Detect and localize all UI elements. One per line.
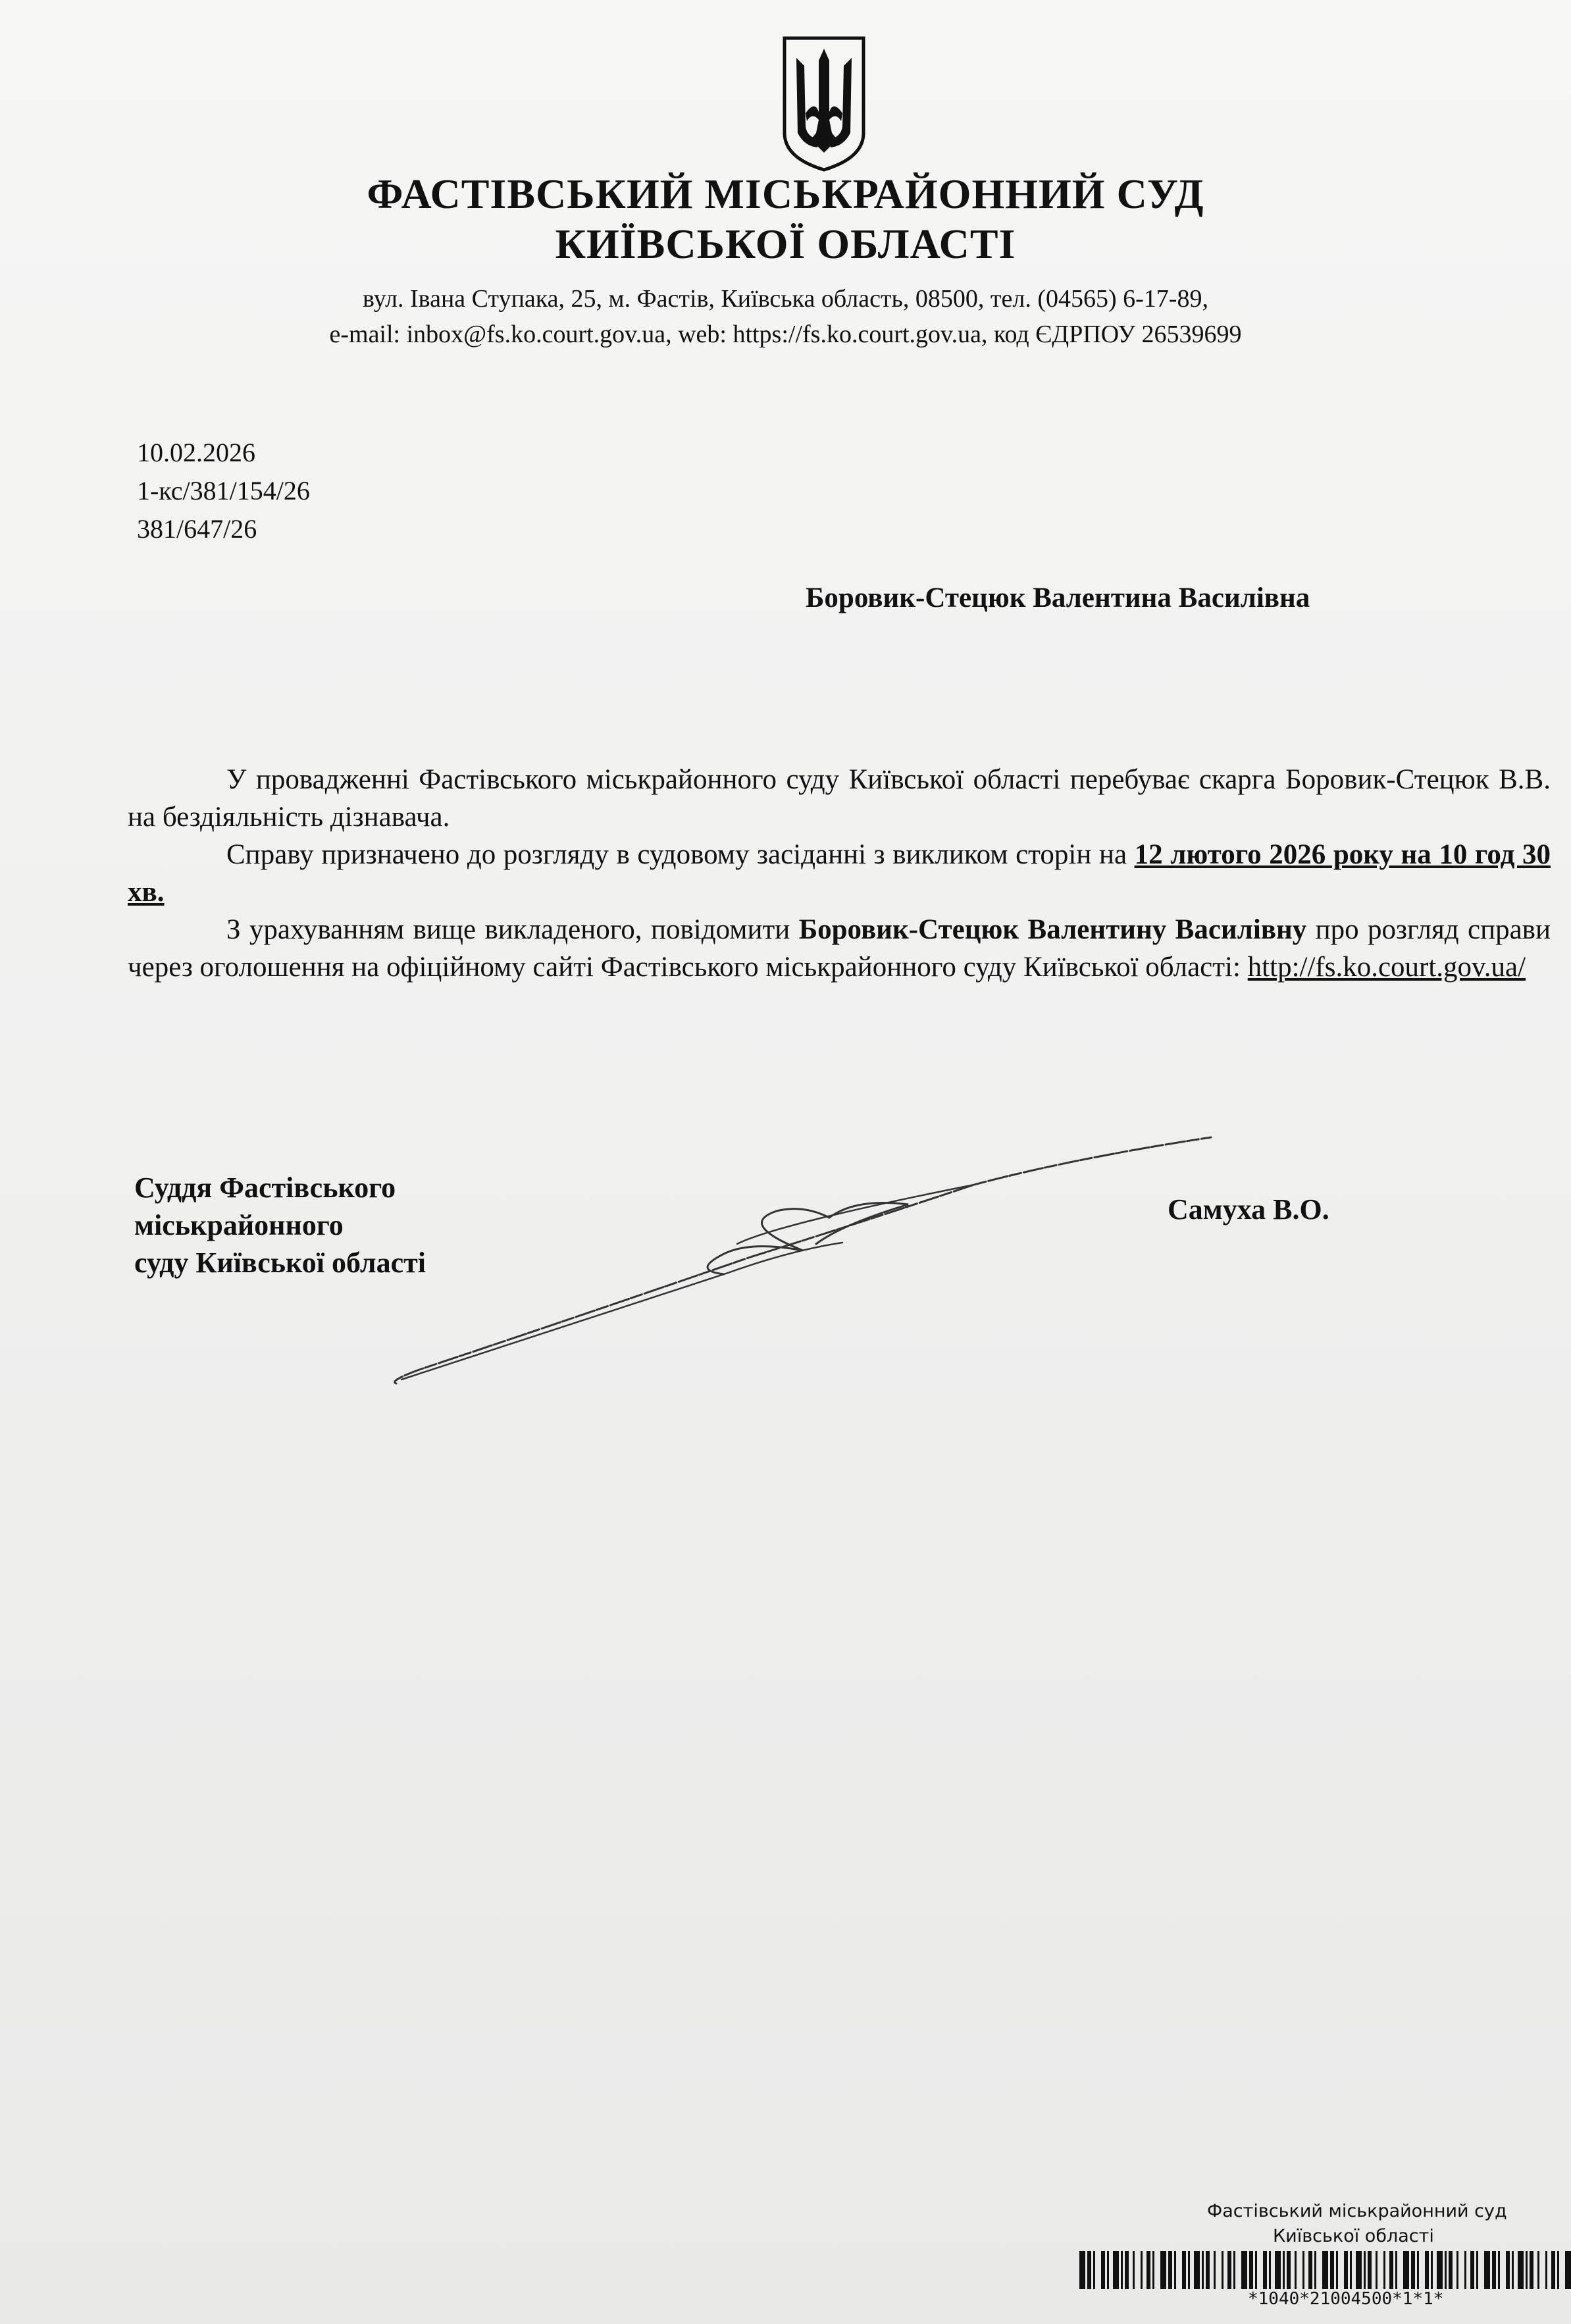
document-date: 10.02.2026 xyxy=(137,438,255,467)
hearing-text: Справу призначено до розгляду в судовому засіданні з викликом сторін на xyxy=(226,839,1135,870)
coat-of-arms-icon xyxy=(778,34,870,172)
court-address: вул. Івана Ступака, 25, м. Фастів, Київська область, 08500, тел. (04565) 6-17-89, xyxy=(363,285,1208,313)
court-website-link[interactable]: http://fs.ko.court.gov.ua/ xyxy=(1247,952,1526,983)
hearing-datetime: 12 лютого 2026 року на 10 год 30 хв. xyxy=(128,839,1551,908)
notice-text: З урахуванням вище викладеного, повідомити xyxy=(226,914,799,945)
case-number-unified: 381/647/26 xyxy=(137,514,257,544)
stamp-court-region: Київської області xyxy=(1273,2226,1434,2246)
recipient-name: Боровик-Стецюк Валентина Василівна xyxy=(806,582,1310,613)
paragraph-hearing xyxy=(128,836,1551,911)
judge-title-line: Суддя Фастівського xyxy=(134,1172,396,1204)
handwritten-signature xyxy=(382,1119,1237,1395)
case-number: 1-кс/381/154/26 xyxy=(137,476,310,505)
court-contacts: e-mail: inbox@fs.ko.court.gov.ua, web: https://fs.ko.court.gov.ua, код ЄДРПОУ 26539699 xyxy=(329,321,1242,348)
court-region: КИЇВСЬКОЇ ОБЛАСТІ xyxy=(555,220,1016,267)
judge-title-line: суду Київської області xyxy=(134,1247,426,1279)
notified-person: Боровик-Стецюк Валентину Василівну xyxy=(798,914,1307,945)
judge-name: Самуха В.О. xyxy=(1168,1193,1329,1226)
notice-text-middle: про розгляд справи через оголошення на офіційному сайті Фастівського міськрайонного суду Київської області: xyxy=(128,914,1551,983)
barcode-icon xyxy=(1079,2251,1571,2289)
stamp-court-name: Фастівський міськрайонний суд xyxy=(1207,2201,1507,2221)
paragraph-notice xyxy=(128,911,1551,986)
court-name: ФАСТІВСЬКИЙ МІСЬКРАЙОННИЙ СУД xyxy=(367,170,1204,217)
letter-body xyxy=(128,761,1551,986)
barcode-number: *1040*21004500*1*1* xyxy=(1248,2289,1444,2309)
judge-title-line: міськрайонного xyxy=(134,1209,344,1241)
paragraph-complaint: У провадженні Фастівського міськрайонного суду Київської області перебуває скарга Боровик-Стецюк В.В. на бездіяльність дізнавача. xyxy=(128,764,1551,833)
